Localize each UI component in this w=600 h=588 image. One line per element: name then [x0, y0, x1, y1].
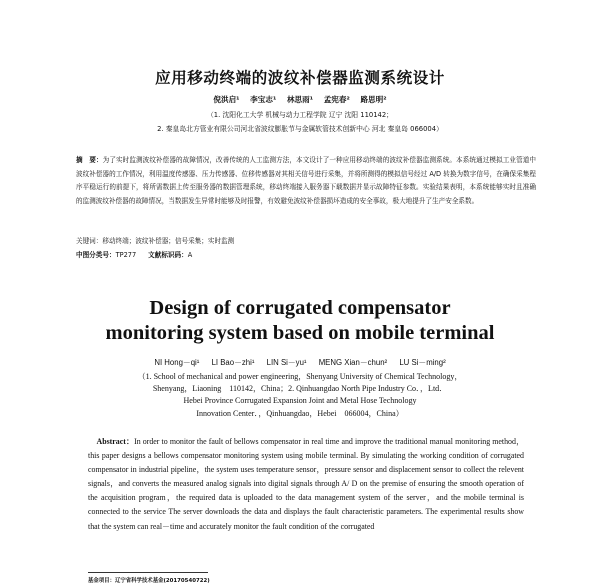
- author: NI Hong－qi¹: [154, 358, 200, 367]
- chinese-title: 应用移动终端的波纹补偿器监测系统设计: [155, 69, 445, 87]
- class-number-value: TP277: [115, 251, 137, 259]
- english-title: [0, 296, 600, 346]
- english-authors: [0, 357, 600, 368]
- chinese-keywords: 关键词：移动终端；波纹补偿器；信号采集；实时监测: [76, 237, 235, 245]
- author: LU Si－ming²: [399, 358, 446, 367]
- author: 倪洪启¹: [213, 95, 240, 104]
- affiliation-line: （1. School of mechanical and power engineering，Shenyang University of Chemical Technology，: [137, 372, 463, 381]
- footnote-divider: [88, 572, 208, 573]
- author: 李宝志¹: [250, 95, 277, 104]
- author: 林思雨¹: [286, 95, 314, 104]
- funding-footnote: 基金项目：辽宁省科学技术基金(20170540722): [88, 578, 210, 584]
- class-number-label: 中图分类号：: [76, 251, 116, 259]
- english-abstract: [88, 435, 524, 534]
- english-title-line: Design of corrugated compensator: [149, 297, 451, 319]
- author: MENG Xian－chun²: [318, 358, 388, 367]
- author: LI Bao－zhi¹: [211, 358, 255, 367]
- chinese-affiliation-2: 2. 秦皇岛北方管业有限公司河北省波纹膨胀节与金属软管技术创新中心 河北 秦皇岛 066004）: [157, 125, 443, 133]
- chinese-abstract-label: 摘 要：: [76, 156, 103, 164]
- author: 孟宪春²: [323, 95, 350, 104]
- chinese-affiliation-1: （1. 沈阳化工大学 机械与动力工程学院 辽宁 沈阳 110142；: [207, 111, 393, 119]
- chinese-abstract: [76, 154, 536, 208]
- chinese-authors: [0, 94, 600, 105]
- affiliation-line: Innovation Center．，Qinhuangdao，Hebei 066004，China）: [196, 408, 404, 418]
- author: LIN Si－yu¹: [266, 358, 307, 367]
- affiliation-line: Hebei Province Corrugated Expansion Joint and Metal Hose Technology: [183, 396, 417, 406]
- doc-code-value: A: [187, 251, 193, 259]
- author: 路思明²: [360, 95, 387, 104]
- chinese-abstract-text: 为了实时监测波纹补偿器的故障情况，改善传统的人工监测方法，本文设计了一种应用移动终端的波纹补偿器监测系统。本系统通过模拟工业管道中波纹补偿器的工作情况，利用温度传感器、压力传感器、位移传感器对其相关信号进行采集，并将所测得的模拟信号经过 A/D 转换为数字信号，在确保采集程序平稳运行的前提下，将所需数据上传至服务器的数据管理系统，移动终端接入服务器下载数据并显示故障特征参数。实验结果表明，本系统能够实时且准确的监测波纹补偿器的故障情况，当数据发生异常时能够及时报警，有效避免波纹补偿器损坏造成的安全事故，极大地提升了生产安全系数。: [76, 156, 536, 205]
- english-abstract-label: Abstract：: [96, 437, 135, 446]
- classification-line: [76, 249, 536, 259]
- english-abstract-text: In order to monitor the fault of bellows compensator in real time and improve the traditional manual monitoring method，this paper designs a bellows compensator monitoring system using mobile terminal. By simulating the working condition of corrugated compensator in industrial pipeline，the system uses temperature sensor，pressure sensor and displacement sensor to collect the relevent signals，and converts the measured analog signals into digital signals through A/ D on the premise of ensuring the smooth operation of the acquisition program，the required data is uploaded to the data management system of the server，and the mobile terminal is connected to the service The server downloads the data and displays the fault characteristic parameters. The experimental results show that the system can real－time and accurately monitor the fault condition of the corrugated: [88, 437, 524, 531]
- affiliation-line: Shenyang，Liaoning 110142，China；2. Qinhuangdao North Pipe Industry Co．，Ltd．: [152, 384, 448, 394]
- english-title-line: monitoring system based on mobile terminal: [105, 322, 495, 344]
- english-affiliation: [0, 371, 600, 420]
- doc-code-label: 文献标识码：: [148, 251, 188, 259]
